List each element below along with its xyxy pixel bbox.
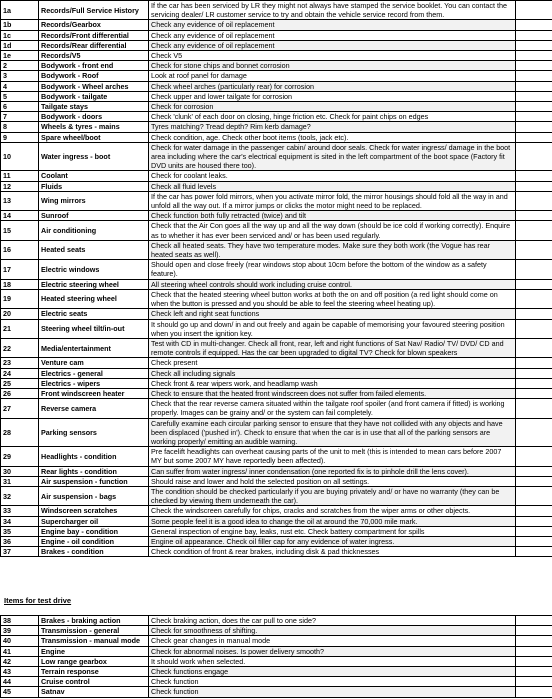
row-check-cell[interactable] [516, 289, 552, 308]
row-item: Low range gearbox [39, 656, 149, 666]
row-check-cell[interactable] [516, 1, 552, 20]
table-row [1, 677, 552, 687]
table-row [1, 71, 552, 81]
row-item: Air conditioning [39, 221, 149, 240]
row-item: Electrics - wipers [39, 378, 149, 388]
row-number: 15 [1, 221, 39, 240]
table-row [1, 646, 552, 656]
row-check-cell[interactable] [516, 418, 552, 447]
row-description: Check all fluid levels [149, 181, 516, 191]
row-check-cell[interactable] [516, 51, 552, 61]
table-row [1, 636, 552, 646]
row-description: Can suffer from water ingress/ inner condensation (one reported fix is to pinhole drill the lens cover). [149, 466, 516, 476]
row-number: 2 [1, 61, 39, 71]
table-row [1, 171, 552, 181]
table-row [1, 181, 552, 191]
row-number: 41 [1, 646, 39, 656]
row-number: 1c [1, 30, 39, 40]
row-item: Spare wheel/boot [39, 132, 149, 142]
row-item: Electric seats [39, 309, 149, 319]
row-description: Engine oil appearance. Check oil filler cap for any evidence of water ingress. [149, 536, 516, 546]
row-item: Supercharger oil [39, 516, 149, 526]
table-row [1, 486, 552, 505]
row-check-cell[interactable] [516, 486, 552, 505]
row-description: Look at roof panel for damage [149, 71, 516, 81]
row-check-cell[interactable] [516, 122, 552, 132]
row-description: Check that the Air Con goes all the way up and all the way down (should be ice cold if working correctly). Enquire as to whether it has ever been serviced and/ or has been used regularly. [149, 221, 516, 240]
row-number: 21 [1, 319, 39, 338]
row-description: Check to ensure that the heated front windscreen does not suffer from failed elements. [149, 388, 516, 398]
row-check-cell[interactable] [516, 132, 552, 142]
row-item: Parking sensors [39, 418, 149, 447]
row-description: Check wheel arches (particularly rear) for corrosion [149, 81, 516, 91]
row-check-cell[interactable] [516, 61, 552, 71]
table-row [1, 61, 552, 71]
row-check-cell[interactable] [516, 687, 552, 697]
row-check-cell[interactable] [516, 506, 552, 516]
row-description: Check for stone chips and bonnet corrosion [149, 61, 516, 71]
row-item: Water ingress - boot [39, 142, 149, 171]
row-number: 17 [1, 260, 39, 279]
row-description: Pre facelift headlights can overheat causing parts of the unit to melt (this is intended to mean cars before 2007 MY but some 2007 MY have reportedly been affected). [149, 447, 516, 466]
row-number: 7 [1, 112, 39, 122]
row-number: 1a [1, 1, 39, 20]
table-row [1, 616, 552, 626]
row-number: 20 [1, 309, 39, 319]
row-item: Cruise control [39, 677, 149, 687]
checklist-body [1, 1, 552, 557]
row-number: 1e [1, 51, 39, 61]
table-row [1, 91, 552, 101]
row-description: Check condition of front & rear brakes, including disk & pad thicknesses [149, 547, 516, 557]
row-description: Check any evidence of oil replacement [149, 40, 516, 50]
row-check-cell[interactable] [516, 30, 552, 40]
row-item: Electric steering wheel [39, 279, 149, 289]
row-item: Reverse camera [39, 399, 149, 418]
table-row [1, 358, 552, 368]
row-description: General inspection of engine bay, leaks, rust etc. Check battery compartment for spills [149, 526, 516, 536]
row-number: 11 [1, 171, 39, 181]
row-number: 12 [1, 181, 39, 191]
table-row [1, 132, 552, 142]
row-description: Check for smoothness of shifting. [149, 626, 516, 636]
row-description: Some people feel it is a good idea to change the oil at around the 70,000 mile mark. [149, 516, 516, 526]
row-item: Sunroof [39, 211, 149, 221]
row-check-cell[interactable] [516, 388, 552, 398]
row-number: 31 [1, 476, 39, 486]
row-check-cell[interactable] [516, 181, 552, 191]
row-number: 10 [1, 142, 39, 171]
row-check-cell[interactable] [516, 112, 552, 122]
row-number: 29 [1, 447, 39, 466]
row-item: Records/Front differential [39, 30, 149, 40]
row-description: Check V5 [149, 51, 516, 61]
table-row [1, 112, 552, 122]
row-description: It should go up and down/ in and out freely and again be capable of memorising your favoured steering position when you insert the ignition key. [149, 319, 516, 338]
row-description: Check front & rear wipers work, and headlamp wash [149, 378, 516, 388]
row-item: Media/entertainment [39, 338, 149, 357]
row-check-cell[interactable] [516, 378, 552, 388]
table-row [1, 1, 552, 20]
row-item: Tailgate stays [39, 102, 149, 112]
row-description: Check function both fully retracted (twice) and tilt [149, 211, 516, 221]
row-description: Check function [149, 677, 516, 687]
row-item: Bodywork - doors [39, 112, 149, 122]
table-row [1, 447, 552, 466]
row-item: Brakes - condition [39, 547, 149, 557]
row-description: Check for water damage in the passenger cabin/ around door seals. Check for water ingress/ damage in the boot area including where the car's electrical equipment is sited in the left compartment of the boot space (Factory fit DVD units are housed there too). [149, 142, 516, 171]
table-row [1, 368, 552, 378]
row-description: Check that the rear reverse camera situated within the tailgate roof spoiler (and front camera if fitted) is working properly. Images can be grainy and/ or the system can fail completely. [149, 399, 516, 418]
row-item: Coolant [39, 171, 149, 181]
table-row [1, 536, 552, 546]
row-description: Check for abnormal noises. Is power delivery smooth? [149, 646, 516, 656]
row-description: If the car has been serviced by LR they might not always have stamped the service booklet. You can contact the servicing dealer/ LR customer service to try and obtain the vehicle service record from them. [149, 1, 516, 20]
row-description: All steering wheel controls should work including cruise control. [149, 279, 516, 289]
row-number: 9 [1, 132, 39, 142]
row-number: 43 [1, 667, 39, 677]
row-check-cell[interactable] [516, 516, 552, 526]
row-number: 1b [1, 20, 39, 30]
row-item: Heated seats [39, 240, 149, 259]
row-item: Bodywork - tailgate [39, 91, 149, 101]
row-item: Satnav [39, 687, 149, 697]
table-row [1, 388, 552, 398]
row-description: Tyres matching? Tread depth? Rim kerb damage? [149, 122, 516, 132]
row-item: Bodywork - Wheel arches [39, 81, 149, 91]
row-item: Windscreen scratches [39, 506, 149, 516]
row-item: Bodywork - Roof [39, 71, 149, 81]
row-number: 42 [1, 656, 39, 666]
row-description: Check any evidence of oil replacement [149, 20, 516, 30]
row-description: Check for corrosion [149, 102, 516, 112]
row-check-cell[interactable] [516, 626, 552, 636]
table-row [1, 81, 552, 91]
row-item: Headlights - condition [39, 447, 149, 466]
row-check-cell[interactable] [516, 547, 552, 557]
row-check-cell[interactable] [516, 309, 552, 319]
row-item: Rear lights - condition [39, 466, 149, 476]
table-row [1, 687, 552, 697]
row-number: 34 [1, 516, 39, 526]
row-item: Engine bay - condition [39, 526, 149, 536]
row-number: 8 [1, 122, 39, 132]
row-number: 1d [1, 40, 39, 50]
table-row [1, 506, 552, 516]
test-drive-body [1, 616, 552, 698]
row-item: Wheels & tyres - mains [39, 122, 149, 132]
row-number: 23 [1, 358, 39, 368]
row-check-cell[interactable] [516, 338, 552, 357]
row-number: 44 [1, 677, 39, 687]
table-row [1, 418, 552, 447]
row-check-cell[interactable] [516, 526, 552, 536]
row-check-cell[interactable] [516, 616, 552, 626]
row-description: Test with CD in multi-changer. Check all front, rear, left and right functions of Sat Nav/ Radio/ TV/ DVD/ CD and remote controls if equipped. Has the car been upgraded to digital TV? Check for blown speakers [149, 338, 516, 357]
row-number: 22 [1, 338, 39, 357]
row-number: 33 [1, 506, 39, 516]
row-number: 6 [1, 102, 39, 112]
table-row [1, 122, 552, 132]
row-number: 4 [1, 81, 39, 91]
row-number: 30 [1, 466, 39, 476]
row-description: Check any evidence of oil replacement [149, 30, 516, 40]
row-item: Fluids [39, 181, 149, 191]
row-number: 13 [1, 191, 39, 210]
row-number: 19 [1, 289, 39, 308]
row-item: Records/Gearbox [39, 20, 149, 30]
row-description: Check the windscreen carefully for chips, cracks and scratches from the wiper arms or other objects. [149, 506, 516, 516]
row-number: 40 [1, 636, 39, 646]
row-number: 14 [1, 211, 39, 221]
table-row [1, 289, 552, 308]
row-item: Air suspension - bags [39, 486, 149, 505]
table-row [1, 51, 552, 61]
row-description: Check gear changes in manual mode [149, 636, 516, 646]
row-check-cell[interactable] [516, 211, 552, 221]
row-description: Check 'clunk' of each door on closing, hinge friction etc. Check for paint chips on edges [149, 112, 516, 122]
row-description: Check left and right seat functions [149, 309, 516, 319]
row-check-cell[interactable] [516, 677, 552, 687]
row-item: Steering wheel tilt/in-out [39, 319, 149, 338]
row-number: 45 [1, 687, 39, 697]
row-description: Carefully examine each circular parking sensor to ensure that they have not collided with any objects and have been displaced ('pushed in'). Check to ensure that when the car is in use that all of the parking sensors are working properly/ emitting an audible warning. [149, 418, 516, 447]
row-number: 32 [1, 486, 39, 505]
row-item: Electric windows [39, 260, 149, 279]
row-check-cell[interactable] [516, 40, 552, 50]
row-item: Wing mirrors [39, 191, 149, 210]
row-check-cell[interactable] [516, 91, 552, 101]
row-check-cell[interactable] [516, 279, 552, 289]
row-item: Bodywork - front end [39, 61, 149, 71]
row-check-cell[interactable] [516, 20, 552, 30]
row-item: Records/Full Service History [39, 1, 149, 20]
row-item: Venture cam [39, 358, 149, 368]
row-description: Check condition, age. Check other boot items (tools, jack etc). [149, 132, 516, 142]
row-item: Terrain response [39, 667, 149, 677]
row-check-cell[interactable] [516, 221, 552, 240]
table-row [1, 30, 552, 40]
row-number: 26 [1, 388, 39, 398]
row-item: Air suspension - function [39, 476, 149, 486]
row-number: 27 [1, 399, 39, 418]
row-check-cell[interactable] [516, 646, 552, 656]
row-check-cell[interactable] [516, 358, 552, 368]
row-description: Check functions engage [149, 667, 516, 677]
table-row [1, 547, 552, 557]
row-number: 3 [1, 71, 39, 81]
table-row [1, 626, 552, 636]
table-row [1, 466, 552, 476]
table-row [1, 319, 552, 338]
row-item: Transmission - general [39, 626, 149, 636]
row-check-cell[interactable] [516, 240, 552, 259]
row-check-cell[interactable] [516, 667, 552, 677]
section-title: Items for test drive [4, 596, 72, 605]
row-check-cell[interactable] [516, 368, 552, 378]
row-description: Check all including signals [149, 368, 516, 378]
row-description: Check upper and lower tailgate for corrosion [149, 91, 516, 101]
row-check-cell[interactable] [516, 142, 552, 171]
row-description: Check that the heated steering wheel button works at both the on and off position (a red light should come on when the button is pressed and you should be able to feel the steering wheel heating up). [149, 289, 516, 308]
row-description: Check braking action, does the car pull to one side? [149, 616, 516, 626]
row-number: 35 [1, 526, 39, 536]
row-description: Check for coolant leaks. [149, 171, 516, 181]
table-row [1, 526, 552, 536]
row-description: It should work when selected. [149, 656, 516, 666]
row-item: Electrics - general [39, 368, 149, 378]
row-description: Should open and close freely (rear windows stop about 10cm before the bottom of the window as a safety feature). [149, 260, 516, 279]
row-number: 5 [1, 91, 39, 101]
row-item: Transmission - manual mode [39, 636, 149, 646]
row-check-cell[interactable] [516, 466, 552, 476]
table-row [1, 221, 552, 240]
table-row [1, 476, 552, 486]
row-number: 38 [1, 616, 39, 626]
row-check-cell[interactable] [516, 476, 552, 486]
row-item: Engine - oil condition [39, 536, 149, 546]
table-row [1, 102, 552, 112]
table-row [1, 260, 552, 279]
row-item: Records/V5 [39, 51, 149, 61]
table-row [1, 142, 552, 171]
row-description: Check present [149, 358, 516, 368]
row-description: If the car has power fold mirrors, when you activate mirror fold, the mirror housings should fold all the way in and unfold all the way out. If a mirror jumps or clicks the motor might need to be replaced. [149, 191, 516, 210]
row-item: Engine [39, 646, 149, 656]
table-row [1, 211, 552, 221]
row-description: The condition should be checked particularly if you are buying privately and/ or have no warranty (they can be checked by viewing them underneath the car). [149, 486, 516, 505]
row-item: Brakes - braking action [39, 616, 149, 626]
row-item: Front windscreen heater [39, 388, 149, 398]
row-description: Check all heated seats. They have two temperature modes. Make sure they both work (the Vogue has rear heated seats as well). [149, 240, 516, 259]
row-check-cell[interactable] [516, 71, 552, 81]
table-row [1, 338, 552, 357]
row-item: Records/Rear differential [39, 40, 149, 50]
row-check-cell[interactable] [516, 81, 552, 91]
row-description: Check function [149, 687, 516, 697]
row-check-cell[interactable] [516, 260, 552, 279]
row-number: 36 [1, 536, 39, 546]
table-row [1, 378, 552, 388]
table-row [1, 309, 552, 319]
table-row [1, 279, 552, 289]
row-number: 24 [1, 368, 39, 378]
row-check-cell[interactable] [516, 399, 552, 418]
row-number: 16 [1, 240, 39, 259]
table-row [1, 40, 552, 50]
row-number: 39 [1, 626, 39, 636]
row-check-cell[interactable] [516, 636, 552, 646]
row-number: 18 [1, 279, 39, 289]
row-check-cell[interactable] [516, 102, 552, 112]
row-check-cell[interactable] [516, 447, 552, 466]
row-number: 25 [1, 378, 39, 388]
table-row [1, 399, 552, 418]
table-row [1, 656, 552, 666]
row-description: Should raise and lower and hold the selected position on all settings. [149, 476, 516, 486]
row-check-cell[interactable] [516, 191, 552, 210]
table-row [1, 516, 552, 526]
table-row [1, 20, 552, 30]
row-check-cell[interactable] [516, 171, 552, 181]
row-check-cell[interactable] [516, 319, 552, 338]
table-row [1, 240, 552, 259]
row-number: 37 [1, 547, 39, 557]
row-check-cell[interactable] [516, 536, 552, 546]
row-item: Heated steering wheel [39, 289, 149, 308]
row-check-cell[interactable] [516, 656, 552, 666]
table-row [1, 667, 552, 677]
row-number: 28 [1, 418, 39, 447]
table-row [1, 191, 552, 210]
test-drive-table [0, 615, 552, 698]
